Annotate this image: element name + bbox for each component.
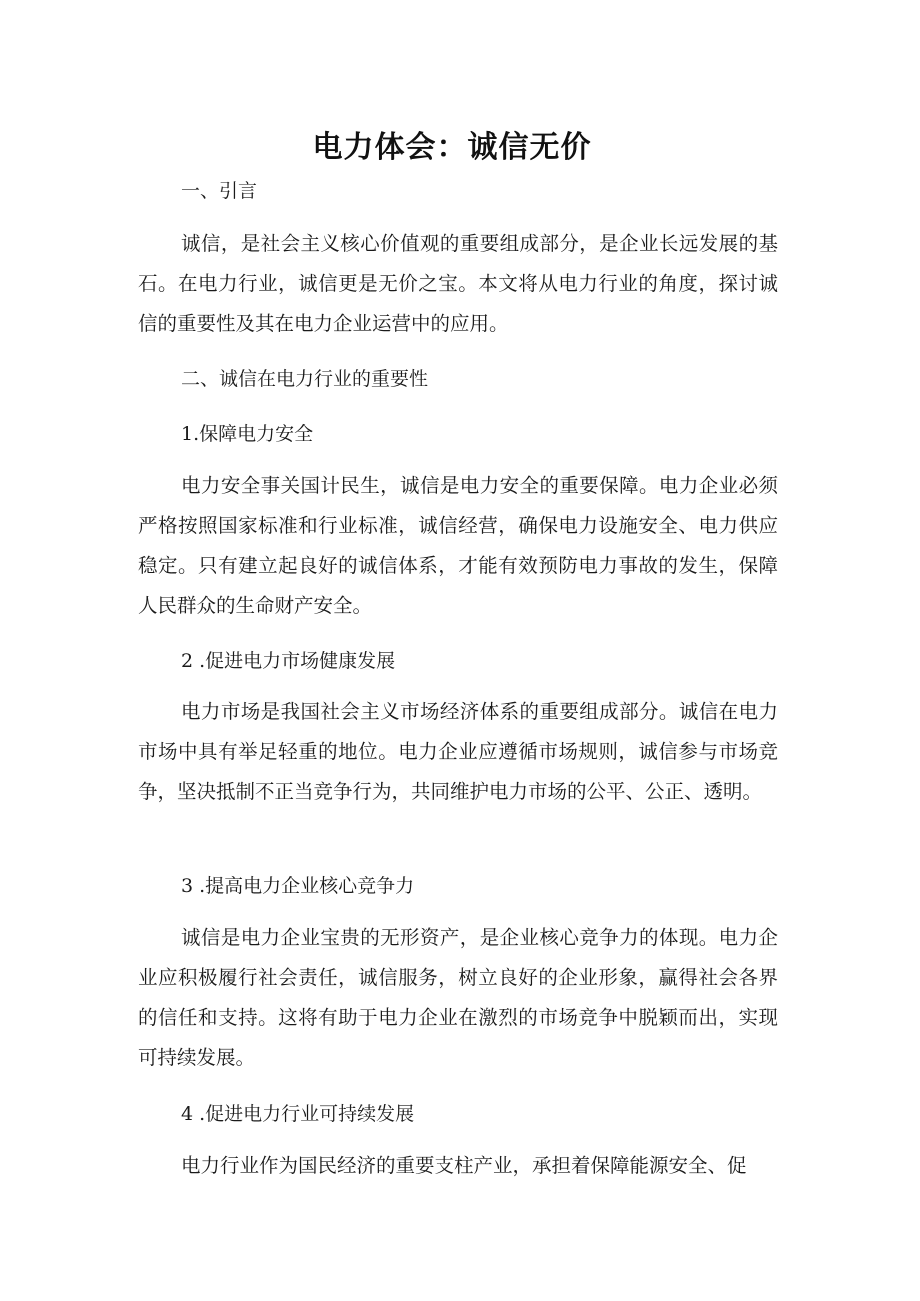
subheading-sustainable-development: 4 .促进电力行业可持续发展	[181, 1103, 415, 1125]
section-heading-importance: 二、诚信在电力行业的重要性	[181, 368, 429, 390]
document-title: 电力体会：诚信无价	[312, 130, 592, 165]
section-heading-intro: 一、引言	[181, 180, 258, 202]
subheading-power-safety: 1.保障电力安全	[181, 423, 314, 445]
subheading-core-competitiveness: 3 .提高电力企业核心竞争力	[181, 875, 415, 897]
paragraph-sustainable-development: 电力行业作为国民经济的重要支柱产业，承担着保障能源安全、促	[181, 1154, 747, 1177]
paragraph-market-development: 电力市场是我国社会主义市场经济体系的重要组成部分。诚信在电力市场中具有举足轻重的地位。电力企业应遵循市场规则，诚信参与市场竞争，坚决抵制不正当竞争行为，共同维护电力市场的公平、公正、透明。	[138, 700, 778, 803]
paragraph-core-competitiveness: 诚信是电力企业宝贵的无形资产，是企业核心竞争力的体现。电力企业应积极履行社会责任，诚信服务，树立良好的企业形象，赢得社会各界的信任和支持。这将有助于电力企业在激烈的市场竞争中脱颖而出，实现可持续发展。	[138, 926, 778, 1069]
paragraph-power-safety: 电力安全事关国计民生，诚信是电力安全的重要保障。电力企业必须严格按照国家标准和行业标准，诚信经营，确保电力设施安全、电力供应稳定。只有建立起良好的诚信体系，才能有效预防电力事故的发生，保障人民群众的生命财产安全。	[138, 474, 778, 617]
subheading-market-development: 2 .促进电力市场健康发展	[181, 650, 396, 672]
paragraph-intro: 诚信，是社会主义核心价值观的重要组成部分，是企业长远发展的基石。在电力行业，诚信更是无价之宝。本文将从电力行业的角度，探讨诚信的重要性及其在电力企业运营中的应用。	[138, 232, 778, 335]
